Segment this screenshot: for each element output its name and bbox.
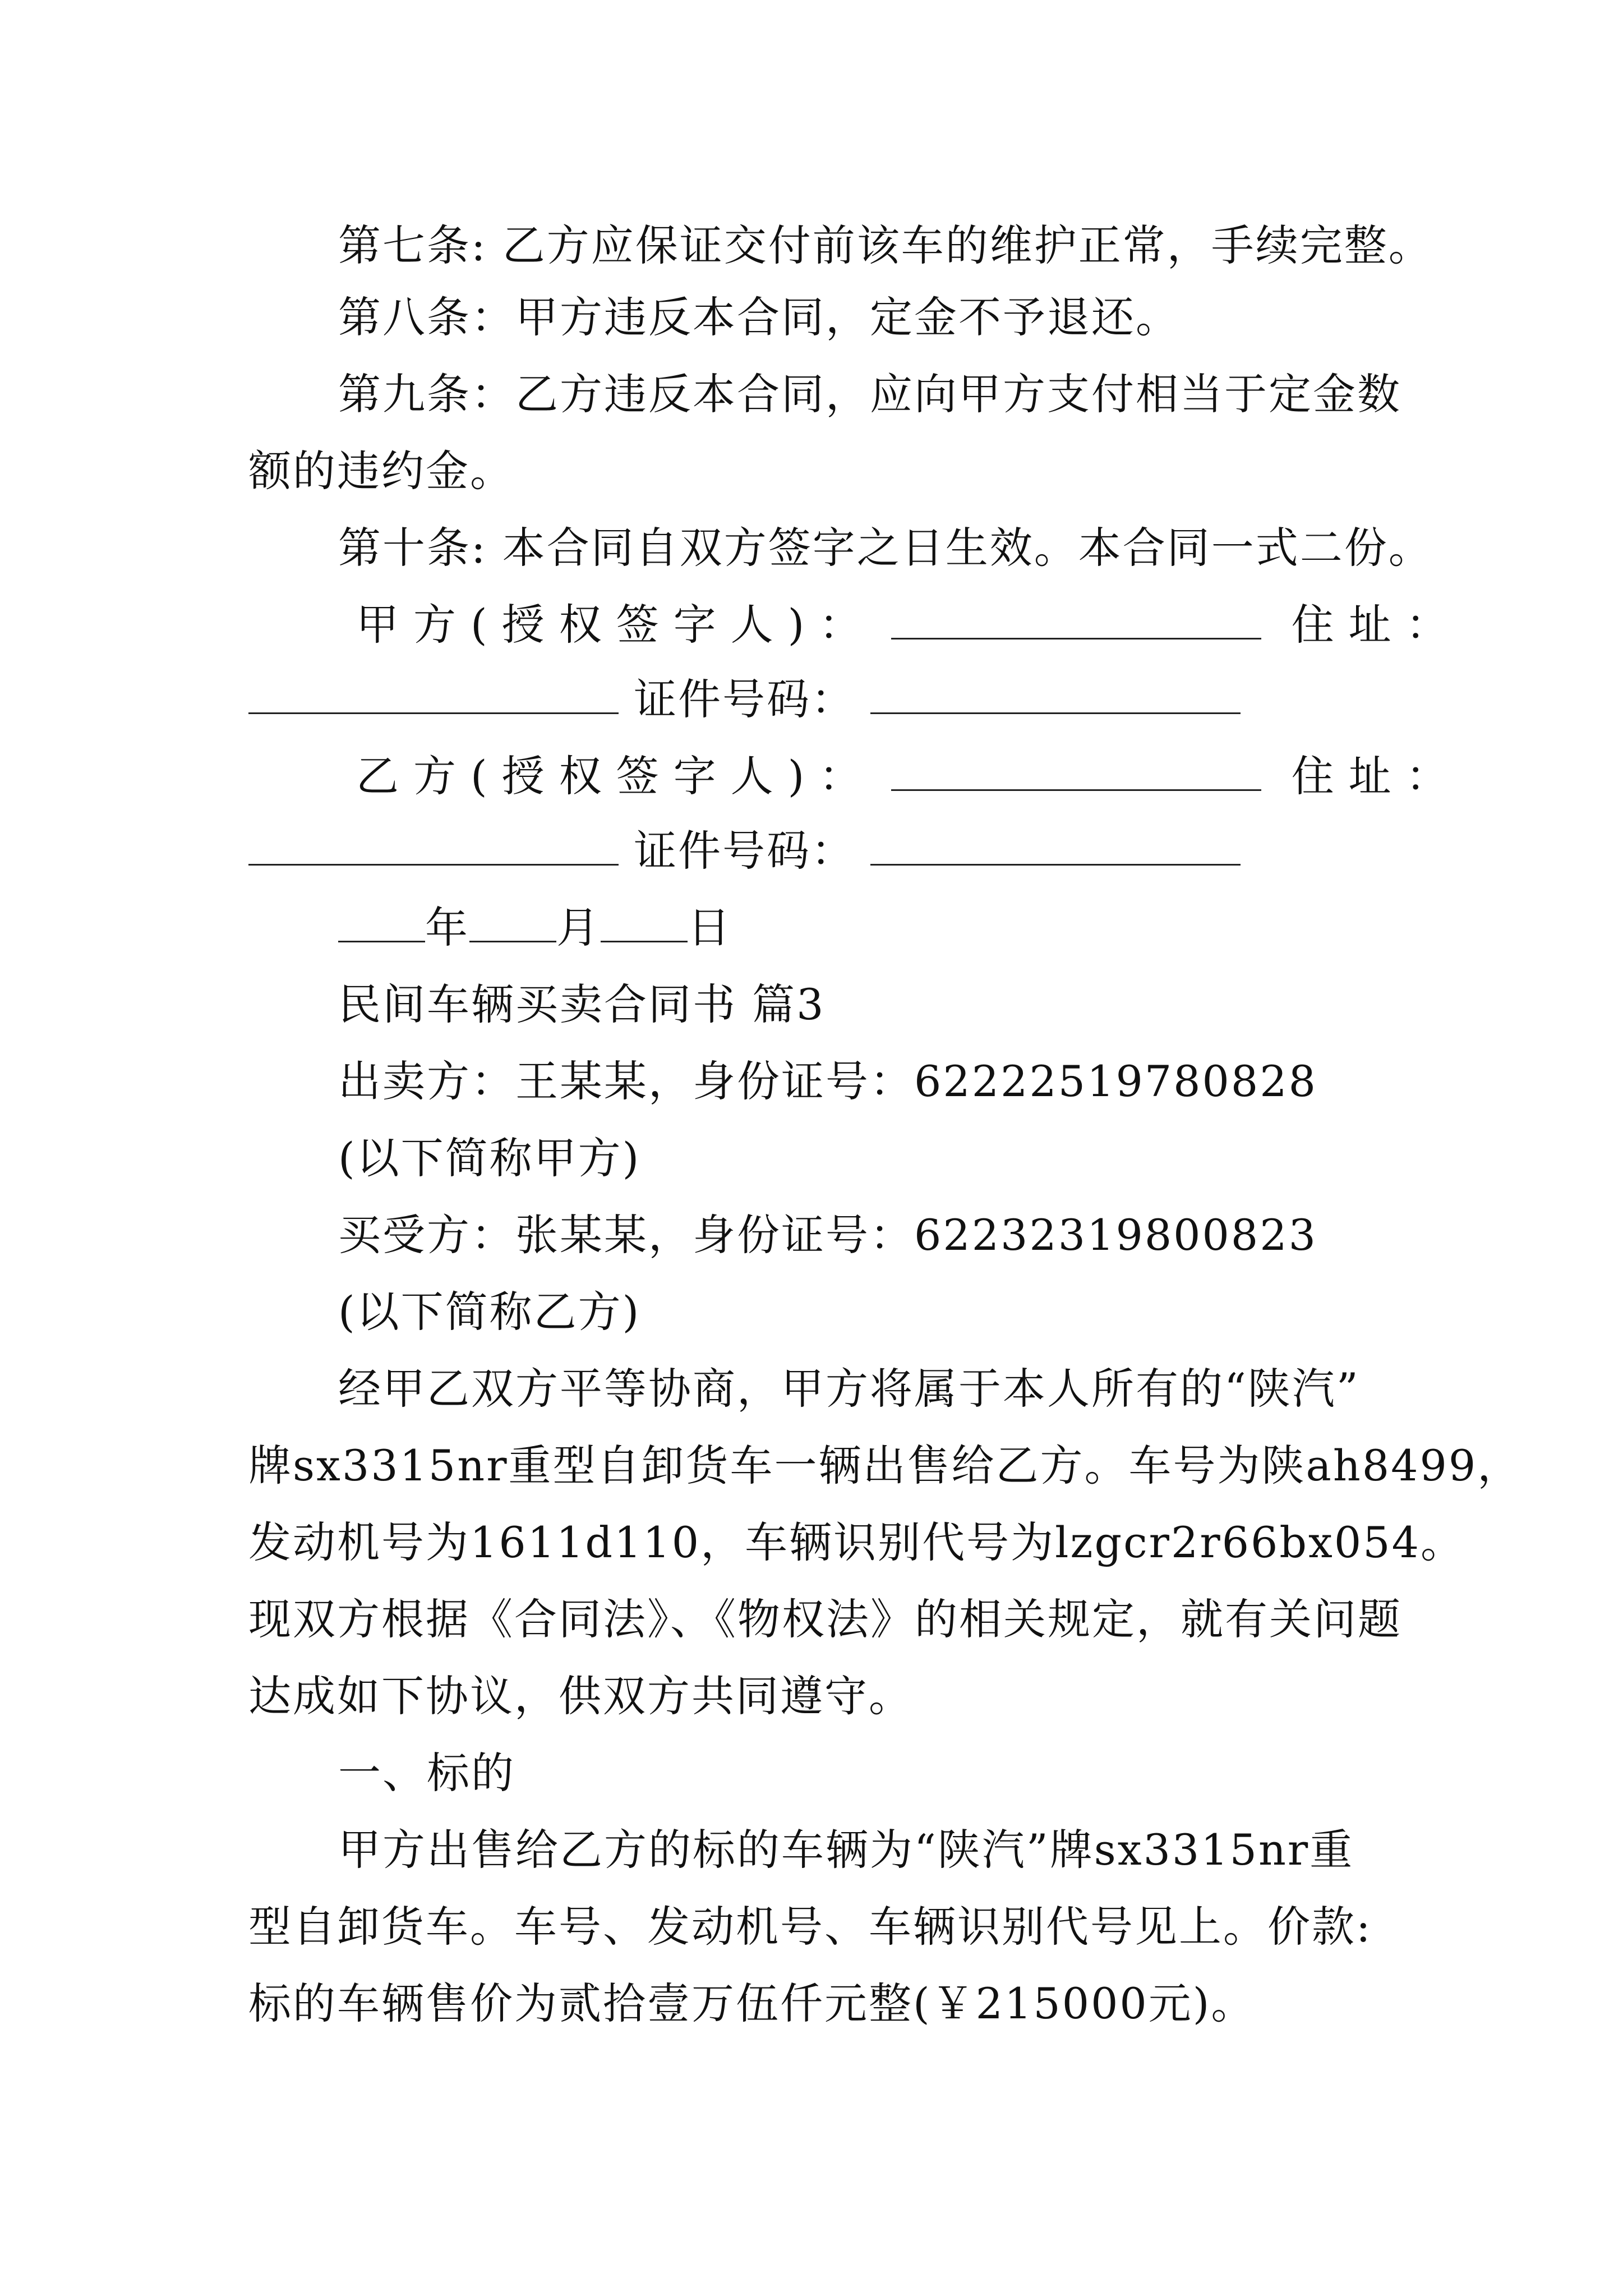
party-a-signer-label: 甲方(授权签字人)： (356, 600, 877, 650)
party-b-address-label: 住址： (1291, 751, 1463, 801)
month-label: 月 (556, 903, 601, 953)
party-a-id-blank (870, 673, 1241, 714)
party-a-address-blank (248, 673, 619, 714)
day-blank (601, 901, 688, 942)
year-label: 年 (425, 903, 469, 953)
contract-section-title: 民间车辆买卖合同书 篇3 (338, 979, 826, 1029)
party-a-id-row (248, 673, 1241, 726)
party-b-signature-row (356, 749, 1463, 803)
article-7: 第七条: 乙方应保证交付前该车的维护正常，手续完整。 (338, 220, 1433, 270)
party-a-signer-blank (891, 599, 1261, 639)
party-a-id-label: 证件号码： (634, 674, 856, 724)
section-heading-subject: 一、标的 (338, 1748, 515, 1798)
party-b-signer-label: 乙方(授权签字人)： (356, 751, 877, 801)
article-9: 第九条：乙方违反本合同，应向甲方支付相当于定金数 (338, 369, 1401, 419)
intro-paragraph-line-2: 牌sx3315nr重型自卸货车一辆出售给乙方。车号为陕ah8499， (248, 1441, 1522, 1490)
year-blank (338, 901, 425, 942)
day-label: 日 (688, 903, 732, 953)
party-b-id-blank (870, 825, 1241, 866)
intro-paragraph-line-3: 发动机号为1611d110，车辆识别代号为lzgcr2r66bx054。 (248, 1517, 1465, 1567)
intro-paragraph-line-5: 达成如下协议，供双方共同遵守。 (248, 1671, 913, 1721)
article-8: 第八条：甲方违反本合同，定金不予退还。 (338, 292, 1180, 342)
subject-paragraph-line-2: 型自卸货车。车号、发动机号、车辆识别代号见上。价款: (248, 1902, 1372, 1952)
party-a-signature-row (356, 598, 1463, 652)
party-b-id-label: 证件号码： (634, 826, 856, 876)
article-10: 第十条: 本合同自双方签字之日生效。本合同一式二份。 (338, 523, 1433, 573)
party-b-address-blank (248, 825, 619, 866)
seller-info: 出卖方：王某某，身份证号：62222519780828 (338, 1056, 1317, 1106)
month-blank (469, 901, 556, 942)
seller-alias: (以下简称甲方) (338, 1133, 641, 1183)
article-9-continued: 额的违约金。 (248, 446, 514, 496)
intro-paragraph-line-4: 现双方根据《合同法》、《物权法》的相关规定，就有关问题 (248, 1594, 1402, 1644)
buyer-info: 买受方：张某某，身份证号：62232319800823 (338, 1210, 1317, 1260)
date-row (338, 901, 732, 955)
party-a-address-label: 住址： (1291, 600, 1463, 650)
intro-paragraph-line-1: 经甲乙双方平等协商，甲方将属于本人所有的“陕汽” (338, 1364, 1360, 1414)
buyer-alias: (以下简称乙方) (338, 1287, 641, 1337)
subject-paragraph-line-3: 标的车辆售价为贰拾壹万伍仟元整(￥215000元)。 (248, 1978, 1256, 2028)
party-b-signer-blank (891, 750, 1261, 791)
party-b-id-row (248, 824, 1241, 878)
subject-paragraph-line-1: 甲方出售给乙方的标的车辆为“陕汽”牌sx3315nr重 (338, 1825, 1354, 1875)
